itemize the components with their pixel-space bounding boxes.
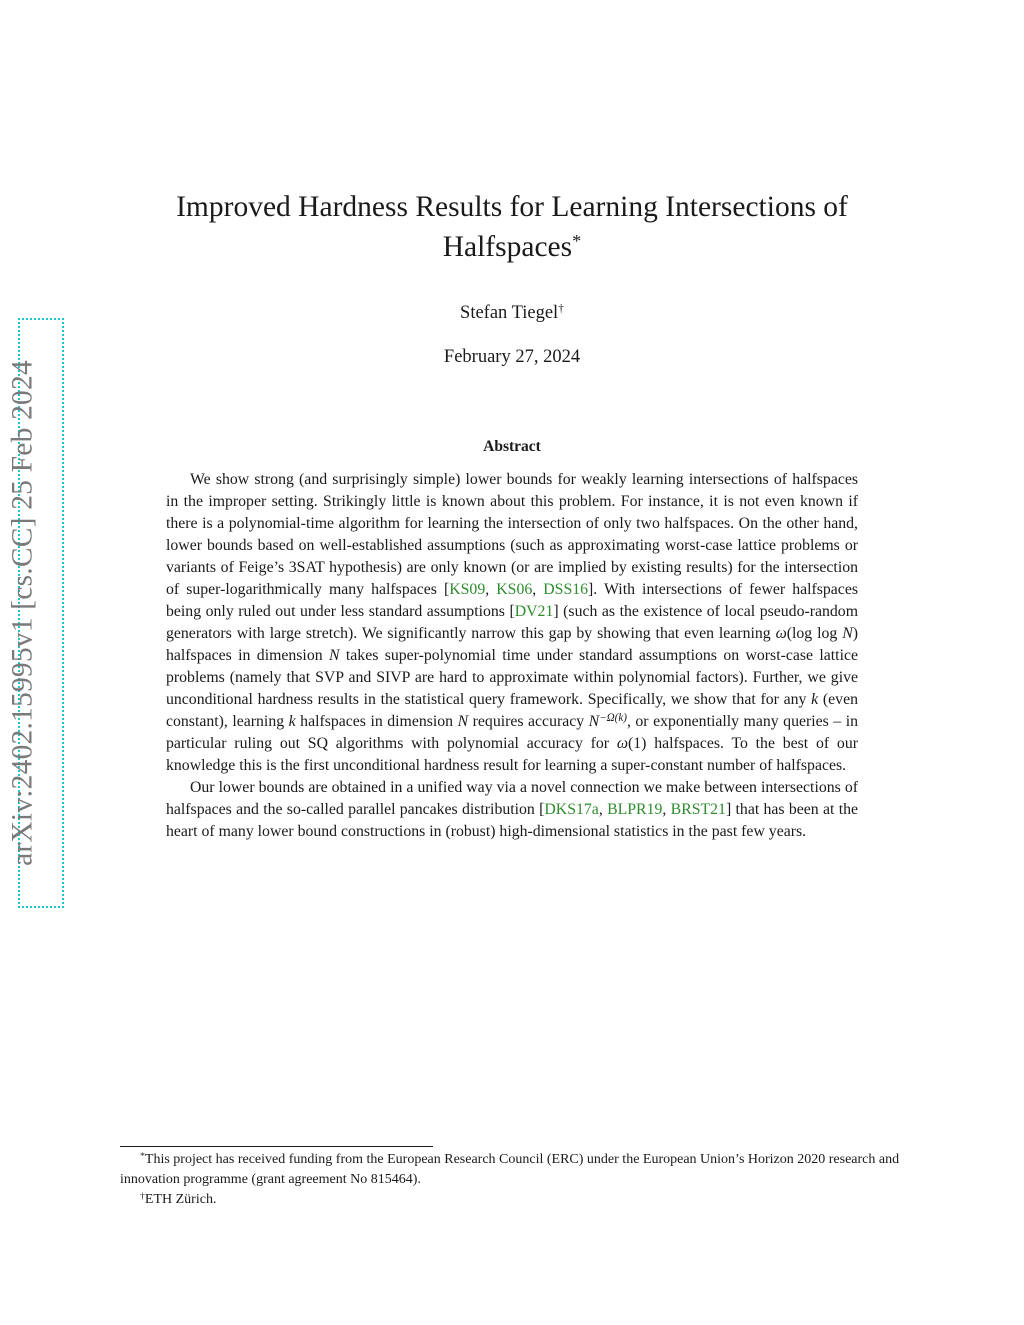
abstract-body xyxy=(166,469,858,843)
math-symbol: k xyxy=(288,713,296,730)
footnote-affiliation xyxy=(120,1190,904,1210)
author-text: Stefan Tiegel xyxy=(460,303,559,323)
abstract-text: ] (such as the existence of local pseudo-random generators with large stretch). We significantly narrow this gap by showing that even learning xyxy=(166,603,858,642)
title-footnote-mark[interactable]: * xyxy=(572,230,582,251)
title-text: Improved Hardness Results for Learning Intersections of Halfspaces xyxy=(176,191,848,263)
math-symbol: N xyxy=(457,713,469,730)
math-symbol: N xyxy=(588,713,600,730)
citation-link[interactable]: BLPR19 xyxy=(607,801,663,818)
abstract-text: (even constant), learning xyxy=(166,691,858,730)
abstract-text: halfspaces in dimension xyxy=(295,713,458,730)
citation-separator: , xyxy=(485,581,497,598)
citation-link[interactable]: DSS16 xyxy=(543,581,589,598)
citation-separator: , xyxy=(532,581,544,598)
citation-link[interactable]: KS09 xyxy=(449,581,486,598)
footnote-mark: † xyxy=(140,1190,145,1202)
abstract-text: (1) halfspaces. To the best of our knowledge this is the first unconditional hardness result for learning a super-constant number of halfspaces. xyxy=(166,735,858,774)
citation-link[interactable]: DV21 xyxy=(514,603,554,620)
footnote-text: ETH Zürich. xyxy=(144,1192,217,1207)
citation-link[interactable]: KS06 xyxy=(496,581,533,598)
math-symbol: ω xyxy=(775,625,787,642)
abstract-text: takes super-polynomial time under standard assumptions on worst-case lattice problems (namely that SVP and SIVP are hard to approximate within polynomial factors). Further, we give unconditional hardness results in the statistical query framework. Specifically, we show that for any xyxy=(166,647,858,708)
paper-date: February 27, 2024 xyxy=(443,347,581,367)
abstract-text: ] that has been at the heart of many lower bound constructions in (robust) high-dimensional statistics in the past few years. xyxy=(166,801,859,840)
abstract-paragraph-2 xyxy=(166,777,858,843)
abstract-text: We show strong (and surprisingly simple) lower bounds for weakly learning intersections of halfspaces in the improper setting. Strikingly little is known about this problem. For instance, it is not even known if there is a polynomial-time algorithm for learning the intersection of only two halfspaces. On the other hand, lower bounds based on well-established assumptions (such as approximating worst-case lattice problems or variants of Feige’s 3SAT hypothesis) are only known (or are implied by existing results) for the intersection of super-logarithmically many halfspaces [ xyxy=(166,471,858,598)
abstract-text: ]. With intersections of fewer halfspaces being only ruled out under less standard assumptions [ xyxy=(166,581,858,620)
footnotes xyxy=(120,1150,904,1210)
abstract-text: (log log xyxy=(786,625,843,642)
footnote-divider xyxy=(120,1146,433,1147)
math-symbol: ω xyxy=(616,735,628,752)
footnote-text: This project has received funding from the European Research Council (ERC) under the European Union’s Horizon 2020 research and innovation programme (grant agreement No 815464). xyxy=(120,1152,900,1187)
citation-separator: , xyxy=(598,801,608,818)
footnote-funding xyxy=(120,1150,904,1190)
abstract-paragraph-1 xyxy=(166,469,858,777)
math-exponent: −Ω(k) xyxy=(599,712,627,725)
abstract-text: requires accuracy xyxy=(468,713,589,730)
paper-title xyxy=(120,187,904,267)
abstract-heading: Abstract xyxy=(483,438,541,455)
citation-link[interactable]: DKS17a xyxy=(544,801,599,818)
abstract-text: Our lower bounds are obtained in a unified way via a novel connection we make between intersections of halfspaces and the so-called parallel pancakes distribution [ xyxy=(166,779,858,818)
footnote-mark: * xyxy=(140,1150,145,1162)
author-footnote-mark[interactable]: † xyxy=(558,303,564,316)
math-symbol: k xyxy=(811,691,819,708)
citation-link[interactable]: BRST21 xyxy=(670,801,726,818)
math-symbol: N xyxy=(328,647,340,664)
abstract-text: , or exponentially many queries – in particular ruling out SQ algorithms with polynomial accuracy for xyxy=(166,713,858,752)
arxiv-identifier[interactable]: arXiv:2402.15995v1 [cs.CC] 25 Feb 2024 xyxy=(6,360,39,866)
citation-separator: , xyxy=(662,801,671,818)
abstract-text: ) halfspaces in dimension xyxy=(166,625,859,664)
author-name xyxy=(0,301,1024,325)
math-symbol: N xyxy=(842,625,853,642)
